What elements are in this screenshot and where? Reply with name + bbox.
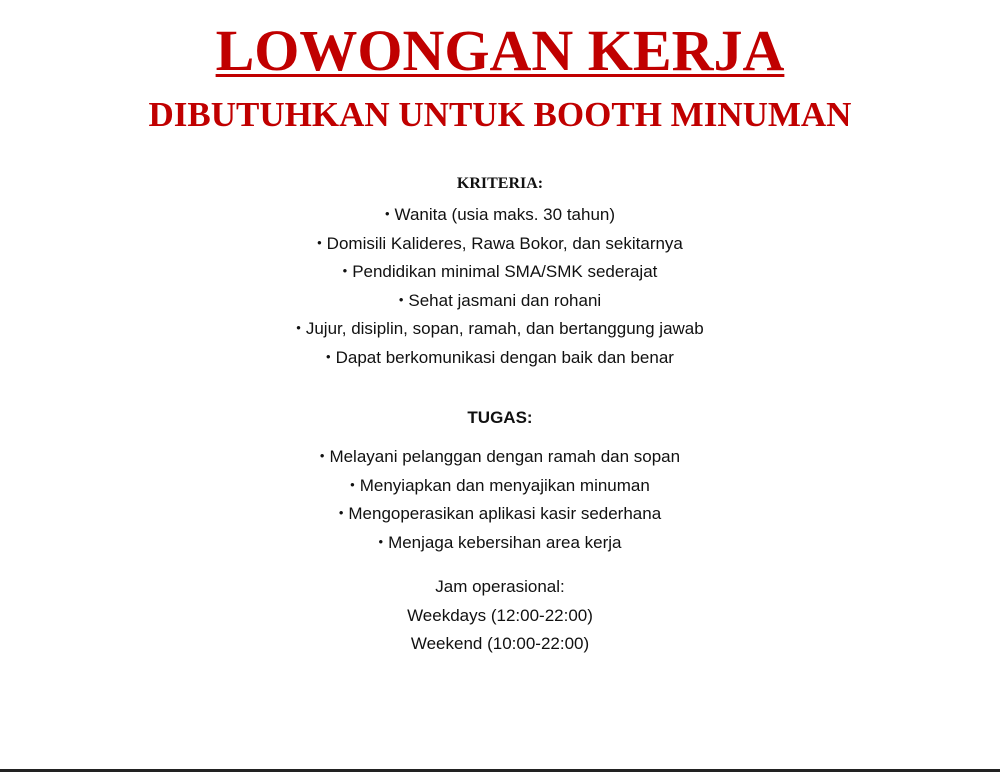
list-item	[0, 287, 1000, 316]
bullet-icon: •	[342, 263, 348, 279]
criteria-item-text: Domisili Kalideres, Rawa Bokor, dan sekitarnya	[326, 233, 683, 253]
bullet-icon: •	[338, 505, 344, 521]
bullet-icon: •	[326, 348, 331, 364]
task-item-text: Menyiapkan dan menyajikan minuman	[359, 475, 650, 495]
bullet-icon: •	[378, 533, 384, 549]
list-item	[0, 230, 1000, 259]
hours-weekend: Weekend (10:00-22:00)	[410, 634, 590, 654]
list-item	[0, 344, 1000, 373]
tasks-heading: TUGAS:	[467, 408, 533, 427]
task-item-text: Menjaga kebersihan area kerja	[388, 532, 622, 552]
criteria-item-text: Sehat jasmani dan rohani	[408, 290, 602, 310]
bullet-icon: •	[317, 234, 322, 250]
criteria-heading: KRITERIA:	[456, 175, 544, 192]
list-item	[0, 315, 1000, 344]
task-item-text: Melayani pelanggan dengan ramah dan sopan	[329, 447, 681, 466]
task-item-text: Mengoperasikan aplikasi kasir sederhana	[348, 504, 662, 524]
hours-label: Jam operasional:	[435, 577, 565, 596]
criteria-item-text: Jujur, disiplin, sopan, ramah, dan bertanggung jawab	[305, 319, 704, 339]
tasks-list	[0, 443, 1000, 557]
list-item	[0, 472, 1000, 501]
criteria-item-text: Pendidikan minimal SMA/SMK sederajat	[352, 262, 658, 282]
criteria-item-text: Wanita (usia maks. 30 tahun)	[394, 205, 616, 224]
bullet-icon: •	[398, 291, 404, 307]
bullet-icon: •	[350, 476, 355, 492]
list-item	[0, 201, 1000, 230]
operating-hours	[0, 573, 1000, 659]
bullet-icon: •	[319, 448, 325, 463]
poster-title: LOWONGAN KERJA	[215, 18, 785, 83]
bullet-icon: •	[296, 320, 301, 336]
poster-subtitle: DIBUTUHKAN UNTUK BOOTH MINUMAN	[148, 95, 852, 134]
list-item	[0, 258, 1000, 287]
hours-weekdays: Weekdays (12:00-22:00)	[407, 605, 593, 625]
criteria-item-text: Dapat berkomunikasi dengan baik dan benar	[335, 347, 674, 367]
list-item	[0, 443, 1000, 472]
list-item	[0, 500, 1000, 529]
list-item	[0, 529, 1000, 558]
bullet-icon: •	[384, 206, 390, 221]
criteria-list	[0, 201, 1000, 373]
